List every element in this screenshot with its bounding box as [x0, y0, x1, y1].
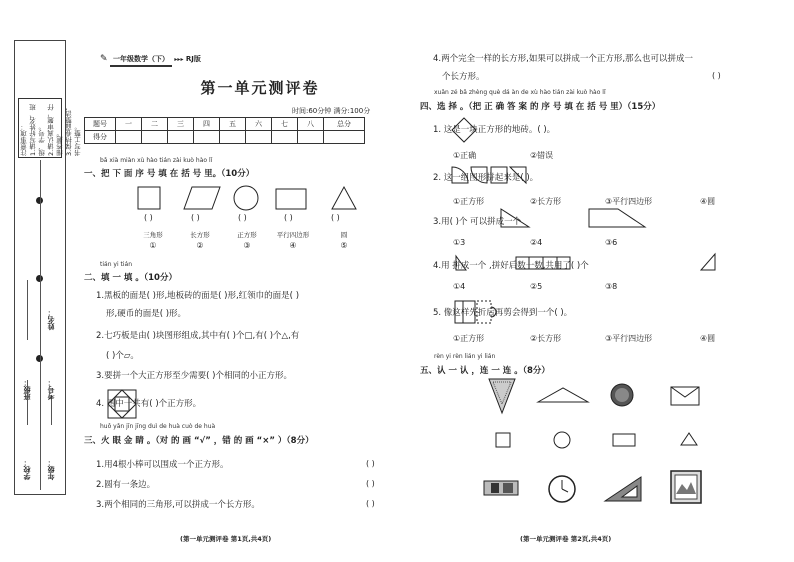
- class-label: 班级：: [23, 379, 31, 400]
- answer-paren[interactable]: ( ): [238, 213, 247, 222]
- envelope-icon[interactable]: [670, 386, 700, 406]
- choice-option[interactable]: ③平行四边形: [605, 197, 653, 206]
- examno-label: 考号：: [47, 379, 55, 400]
- triangle-shape: [332, 187, 356, 209]
- choice-option[interactable]: ①4: [453, 282, 466, 291]
- choice-q5: 5. 像这样先折后再剪会得到一个( )。: [433, 308, 573, 318]
- choice-option[interactable]: ②错误: [530, 151, 554, 160]
- shape-number: ④: [289, 241, 297, 250]
- shapes-row: [120, 185, 370, 215]
- circle-target-icon[interactable]: [553, 431, 571, 449]
- strip-rectangle-figure: [515, 256, 571, 270]
- choice-q2: 2. 这一组图形拼起来是( )。: [433, 173, 539, 183]
- score-input-cell[interactable]: [246, 131, 272, 144]
- answer-paren[interactable]: ( ): [366, 459, 375, 468]
- parallelogram-shape: [184, 187, 220, 209]
- section1-pinyin: bǎ xià miàn xù hào tián zài kuò hào lǐ: [100, 157, 213, 164]
- score-cell: 六: [246, 118, 272, 131]
- score-input-cell[interactable]: [272, 131, 298, 144]
- score-cell: 四: [194, 118, 220, 131]
- score-input-cell[interactable]: [194, 131, 220, 144]
- eraser-icon[interactable]: [483, 480, 519, 496]
- choice-option[interactable]: ②长方形: [530, 334, 562, 343]
- shape-caption: 平行四边形: [276, 231, 310, 239]
- section3-pinyin: huǒ yǎn jīn jīng duì de huà cuò de huà: [100, 423, 216, 430]
- score-cell: 八: [298, 118, 324, 131]
- choice-option[interactable]: ①正方形: [453, 197, 485, 206]
- section2-pinyin: tián yi tián: [100, 261, 133, 268]
- choice-option[interactable]: ③平行四边形: [605, 334, 653, 343]
- score-cell: 二: [142, 118, 168, 131]
- choice-option[interactable]: ②长方形: [530, 197, 562, 206]
- note-line: 1.请写好姓名、班级、学号。: [29, 104, 46, 156]
- page-title: 第一单元测评卷: [200, 79, 320, 97]
- answer-paren[interactable]: ( ): [191, 213, 200, 222]
- score-input-cell[interactable]: [220, 131, 246, 144]
- round-clock-icon[interactable]: [610, 383, 634, 407]
- section4-pinyin: xuǎn zé bǎ zhèng què dá àn de xù hào tián zài kuò hào lǐ: [434, 89, 606, 96]
- answer-paren[interactable]: ( ): [331, 213, 340, 222]
- fill-q3: 3.要拼一个大正方形至少需要( )个相同的小正方形。: [96, 371, 292, 381]
- choice-option[interactable]: ①正方形: [453, 334, 485, 343]
- parallelogram-target-figure: [588, 208, 646, 228]
- answer-paren[interactable]: ( ): [366, 479, 375, 488]
- choice-option[interactable]: ①正确: [453, 151, 477, 160]
- score-cell: 得分: [85, 131, 116, 144]
- shape-caption: 正方形: [237, 231, 257, 239]
- note-line: 2.请认真审题，仔细答题。: [47, 104, 64, 156]
- shape-number: ⑤: [340, 241, 348, 250]
- shape-caption: 长方形: [190, 231, 210, 239]
- diamond-tile-figure: [451, 117, 477, 143]
- answer-paren[interactable]: ( ): [366, 499, 375, 508]
- triangle-piece-figure: [500, 208, 530, 228]
- choice-option[interactable]: ③6: [605, 238, 618, 247]
- brand-subject: 一年级数学（下）: [110, 53, 172, 67]
- fill-q2b: ( )个▱。: [106, 351, 139, 361]
- choice-option[interactable]: ③8: [605, 282, 618, 291]
- fill-q1b: 形,硬币的面是( )形。: [106, 309, 187, 319]
- score-cell: 三: [168, 118, 194, 131]
- score-input-cell[interactable]: [324, 131, 365, 144]
- choice-q4: 4.用 拼成一个 ,拼好后数一数,共用了( )个: [433, 261, 589, 271]
- fill-line: [27, 280, 28, 340]
- square-target-icon[interactable]: [495, 432, 511, 448]
- answer-paren[interactable]: ( ): [144, 213, 153, 222]
- choice-option[interactable]: ②4: [530, 238, 543, 247]
- shape-number: ②: [196, 241, 204, 250]
- picture-frame-icon[interactable]: [670, 470, 702, 504]
- fill-q1a: 1.黑板的面是( )形,地板砖的面是( )形,红领巾的面是( ): [96, 291, 300, 301]
- choice-option[interactable]: ①3: [453, 238, 466, 247]
- fill-q4: 4. 图中一共有( )个正方形。: [96, 399, 202, 409]
- square-shape: [138, 187, 160, 209]
- notes-box: [18, 98, 82, 158]
- brand: [100, 53, 201, 67]
- circle-shape: [234, 186, 258, 210]
- quarter-pieces-figure: [451, 166, 527, 184]
- judge-q2: 2.圆有一条边。: [96, 480, 156, 490]
- section3-title: 三、火 眼 金 睛 。（对 的 画 “√” ，错 的 画 “×” ）（8分）: [84, 436, 314, 446]
- shape-caption: 三角形: [143, 231, 163, 239]
- shape-number: ③: [243, 241, 251, 250]
- section2-title: 二、填 一 填 。（10分）: [84, 273, 177, 283]
- name-label: 姓名：: [47, 309, 55, 330]
- choice-option[interactable]: ④圆: [700, 197, 716, 206]
- triangle-ruler-icon[interactable]: [537, 386, 589, 404]
- choice-option[interactable]: ②5: [530, 282, 543, 291]
- fold-cut-figure: [453, 299, 501, 325]
- section1-title: 一、把 下 面 序 号 填 在 括 号 里。（10分）: [84, 169, 255, 179]
- triangle-target-icon[interactable]: [680, 432, 698, 446]
- small-triangle-figure: [455, 255, 467, 271]
- judge-q1: 1.用4根小棒可以围成一个正方形。: [96, 460, 229, 470]
- choice-q1: 1. 这是一块正方形的地砖。( )。: [433, 125, 556, 135]
- shape-number: ①: [149, 241, 157, 250]
- pennant-flag-icon[interactable]: [488, 378, 516, 414]
- brand-edition: RJ版: [185, 55, 201, 63]
- cut-line: [40, 160, 41, 490]
- judge-q3: 3.两个相同的三角形,可以拼成一个长方形。: [96, 500, 260, 510]
- score-cell: 题号: [85, 118, 116, 131]
- time-info: 时间:60分钟 满分:100分: [292, 107, 371, 115]
- choice-option[interactable]: ④圆: [700, 334, 716, 343]
- grade-label: 年级：: [47, 459, 55, 480]
- fill-q2a: 2.七巧板是由( )块图形组成,其中有( )个□,有( )个△,有: [96, 331, 300, 341]
- answer-paren[interactable]: ( ): [284, 213, 293, 222]
- wall-clock-icon[interactable]: [547, 474, 577, 504]
- score-table: [84, 117, 365, 144]
- score-cell: 五: [220, 118, 246, 131]
- logo-icon: ✎: [100, 54, 108, 64]
- judge-q4a: 4.两个完全一样的长方形,如果可以拼成一个正方形,那么也可以拼成一: [433, 54, 694, 64]
- school-label: 学校：: [23, 459, 31, 480]
- section5-title: 五、认 一 认 ，连 一 连 。（8分）: [420, 366, 550, 376]
- section5-pinyin: rèn yi rèn lián yi lián: [434, 353, 496, 360]
- judge-q4b: 个长方形。: [442, 72, 485, 82]
- footer-right: (第一单元测评卷 第2页,共4页): [520, 535, 612, 543]
- score-input-cell[interactable]: [298, 131, 324, 144]
- note-line: 注意事项：: [20, 123, 28, 156]
- score-input-cell[interactable]: [116, 131, 142, 144]
- score-cell: 总分: [324, 118, 365, 131]
- choice-q3: 3.用( )个 可以拼成一个: [433, 217, 522, 227]
- nested-squares-figure: [106, 388, 138, 420]
- footer-left: (第一单元测评卷 第1页,共4页): [180, 535, 272, 543]
- section4-title: 四、选 择 。（把 正 确 答 案 的 序 号 填 在 括 号 里）（15分）: [420, 102, 661, 112]
- score-cell: 七: [272, 118, 298, 131]
- rectangle-target-icon[interactable]: [612, 433, 636, 447]
- score-input-cell[interactable]: [168, 131, 194, 144]
- note-line: 3.保持卷面整洁，书写工整。: [65, 104, 82, 156]
- score-input-cell[interactable]: [142, 131, 168, 144]
- set-square-icon[interactable]: [604, 476, 642, 502]
- answer-paren[interactable]: ( ): [712, 71, 721, 80]
- rectangle-shape: [276, 189, 306, 209]
- arrow-icon: ▸▸▸: [174, 56, 184, 63]
- shape-caption: 圆: [340, 231, 348, 239]
- small-triangle-figure: [700, 253, 716, 271]
- score-cell: 一: [116, 118, 142, 131]
- fill-line: [27, 380, 28, 425]
- fill-line: [51, 400, 52, 425]
